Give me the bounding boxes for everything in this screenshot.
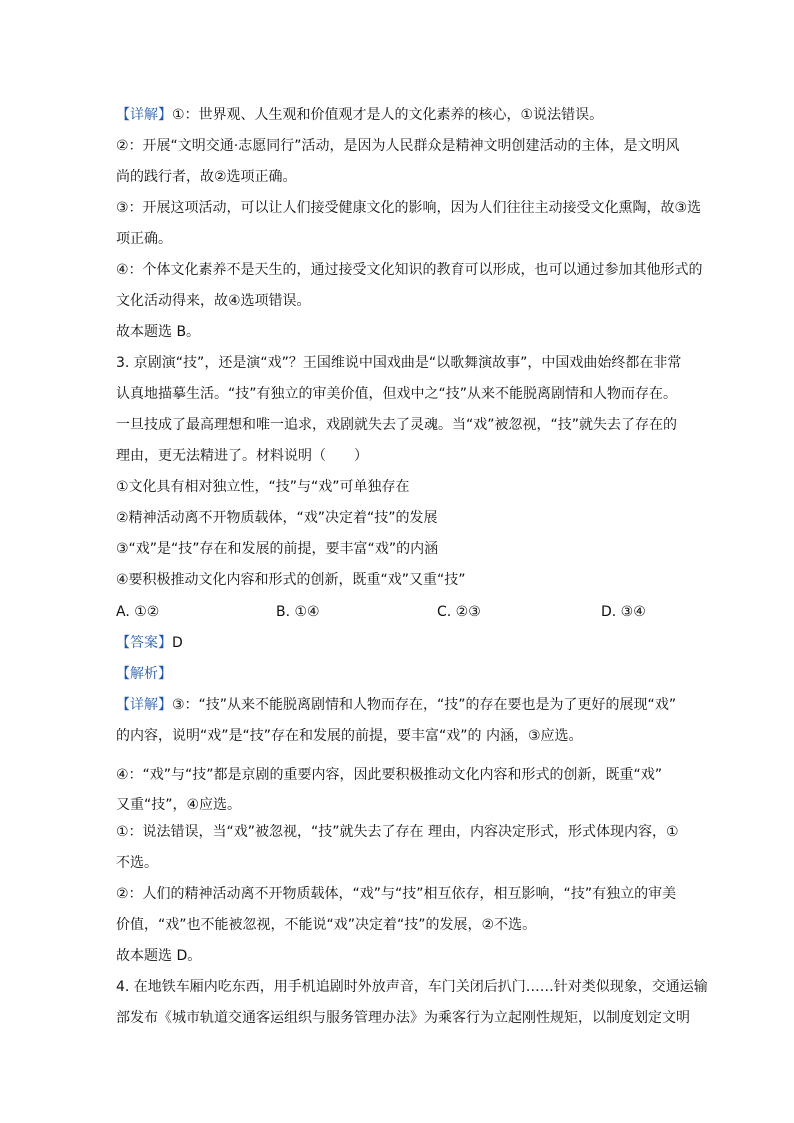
q3-statement-4: ④要积极推动文化内容和形式的创新，既重“戏”又重“技”	[116, 572, 466, 588]
q3-statement-3: ③“戏”是“技”存在和发展的前提，要丰富“戏”的内涵	[116, 541, 439, 557]
q3-statement-1: ①文化具有相对独立性，“技”与“戏”可单独存在	[116, 479, 410, 495]
option-b: B. ①④	[276, 604, 320, 620]
explain-conclusion: 故本题选 B。	[116, 324, 201, 340]
explain2-conclusion: 故本题选 D。	[116, 948, 202, 964]
explain2-line-1: 【详解】③：“技”从来不能脱离剧情和人物而存在，“技”的存在要也是为了更好的展现“戏”	[116, 697, 677, 713]
explain2-line-4: 又重“技”，④应选。	[116, 797, 242, 813]
explain2-line-6: 不选。	[116, 855, 158, 871]
explain2-line-7: ②：人们的精神活动离不开物质载体，“戏”与“技”相互依存，相互影响，“技”有独立的审美	[116, 886, 677, 902]
q4-stem-line-2: 部发布《城市轨道交通客运组织与服务管理办法》为乘客行为立起刚性规矩，以制度划定文明	[116, 1010, 690, 1026]
explain2-line-2: 的内容，说明“戏”是“技”存在和发展的前提，要丰富“戏”的 内涵，③应选。	[116, 728, 583, 744]
explain-line-7: 文化活动得来，故④选项错误。	[116, 293, 311, 309]
answer-tag: 【答案】	[116, 635, 172, 651]
q4-stem-line-1: 4. 在地铁车厢内吃东西，用手机追剧时外放声音，车门关闭后扒门……针对类似现象，交通运输	[116, 979, 708, 995]
option-d: D. ③④	[601, 604, 646, 620]
explain-line-6: ④：个体文化素养不是天生的，通过接受文化知识的教育可以形成，也可以通过参加其他形式的	[116, 262, 703, 278]
analysis-tag: 【解析】	[116, 666, 172, 682]
q3-stem-line-3: 一旦技成了最高理想和唯一追求，戏剧就失去了灵魂。当“戏”被忽视，“技”就失去了存在的	[116, 417, 678, 433]
q3-options	[116, 602, 676, 622]
explain2-line-8: 价值，“戏”也不能被忽视，不能说“戏”决定着“技”的发展，②不选。	[116, 917, 537, 933]
option-c: C. ②③	[437, 604, 481, 620]
explain-line-3: 尚的践行者，故②选项正确。	[116, 169, 297, 185]
answer-line	[116, 633, 183, 653]
q3-statement-2: ②精神活动离不开物质载体，“戏”决定着“技”的发展	[116, 510, 438, 526]
detail-tag-2: 【详解】	[116, 697, 172, 713]
option-a: A. ①②	[116, 604, 160, 620]
explain-line-4: ③：开展这项活动，可以让人们接受健康文化的影响，因为人们往往主动接受文化熏陶，故③选	[116, 200, 702, 216]
explain2-line-3: ④：“戏”与“技”都是京剧的重要内容，因此要积极推动文化内容和形式的创新，既重“戏”	[116, 767, 663, 783]
explain-line-1: 【详解】①：世界观、人生观和价值观才是人的文化素养的核心，①说法错误。	[116, 107, 604, 123]
answer-value: D	[172, 635, 183, 651]
explain-line-5: 项正确。	[116, 231, 172, 247]
q3-stem-line-2: 认真地描摹生活。“技”有独立的审美价值，但戏中之“技”从来不能脱离剧情和人物而存在。	[116, 386, 678, 402]
explain2-line-5: ①：说法错误，当“戏”被忽视，“技”就失去了存在 理由，内容决定形式，形式体现内容，①	[116, 824, 679, 840]
explain-line-2: ②：开展“文明交通·志愿同行”活动，是因为人民群众是精神文明创建活动的主体，是文明风	[116, 138, 680, 154]
analysis-line	[116, 664, 172, 684]
q3-stem-line-1: 3. 京剧演“技”，还是演“戏”？王国维说中国戏曲是“以歌舞演故事”，中国戏曲始终都在非常	[116, 355, 682, 371]
q3-stem-line-4: 理由，更无法精进了。材料说明（ ）	[116, 448, 368, 464]
detail-tag: 【详解】	[116, 107, 172, 123]
